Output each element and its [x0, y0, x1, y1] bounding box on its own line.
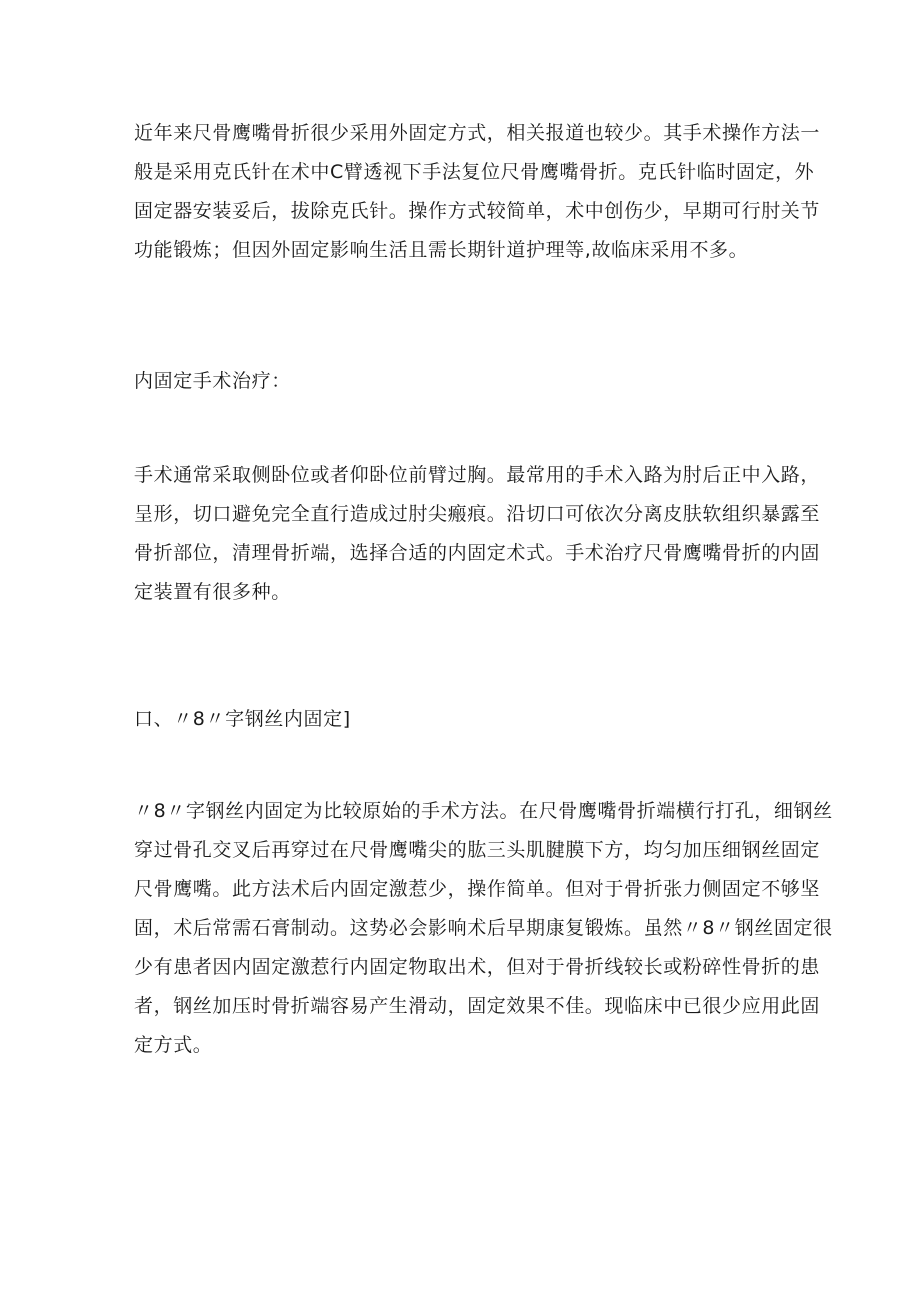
paragraph-line: 固，术后常需石膏制动。这势必会影响术后早期康复锻炼。虽然〃8〃钢丝固定很	[134, 917, 833, 939]
paragraph-line: 定装置有很多种。	[134, 581, 291, 603]
paragraph-surgery-approach	[134, 456, 821, 612]
paragraph-figure-eight-wire	[134, 792, 833, 1065]
paragraph-line: 功能锻炼；但因外固定影响生活且需长期针道护理等,故临床采用不多。	[134, 239, 749, 261]
paragraph-line: 呈形，切口避免完全直行造成过肘尖瘢痕。沿切口可依次分离皮肤软组织暴露至	[134, 503, 821, 525]
paragraph-external-fixation	[134, 114, 821, 270]
paragraph-line: 〃8〃字钢丝内固定为比较原始的手术方法。在尺骨鹰嘴骨折端横行打孔，细钢丝	[134, 800, 833, 822]
paragraph-line: 者，钢丝加压时骨折端容易产生滑动，固定效果不佳。现临床中已很少应用此固	[134, 995, 821, 1017]
paragraph-line: 近年来尺骨鹰嘴骨折很少采用外固定方式，相关报道也较少。其手术操作方法一	[134, 122, 821, 144]
heading-internal-fixation	[134, 362, 794, 401]
paragraph-line: 骨折部位，清理骨折端，选择合适的内固定术式。手术治疗尺骨鹰嘴骨折的内固	[134, 542, 821, 564]
paragraph-line: 少有患者因内固定激惹行内固定物取出术，但对于骨折线较长或粉碎性骨折的患	[134, 956, 821, 978]
paragraph-line: 固定器安装妥后，拔除克氏针。操作方式较简单，术中创伤少，早期可行肘关节	[134, 200, 821, 222]
paragraph-line: 尺骨鹰嘴。此方法术后内固定激惹少，操作简单。但对于骨折张力侧固定不够坚	[134, 878, 821, 900]
paragraph-line: 手术通常采取侧卧位或者仰卧位前臂过胸。最常用的手术入路为肘后正中入路，	[134, 464, 821, 486]
heading-figure-eight-wire	[134, 700, 794, 739]
paragraph-line: 般是采用克氏针在术中C臂透视下手法复位尺骨鹰嘴骨折。克氏针临时固定，外	[134, 161, 815, 183]
section-heading: 口、〃8〃字钢丝内固定]	[134, 708, 351, 730]
paragraph-line: 定方式。	[134, 1034, 213, 1056]
paragraph-line: 穿过骨孔交叉后再穿过在尺骨鹰嘴尖的肱三头肌腱膜下方，均匀加压细钢丝固定	[134, 839, 821, 861]
section-heading: 内固定手术治疗：	[134, 370, 291, 392]
